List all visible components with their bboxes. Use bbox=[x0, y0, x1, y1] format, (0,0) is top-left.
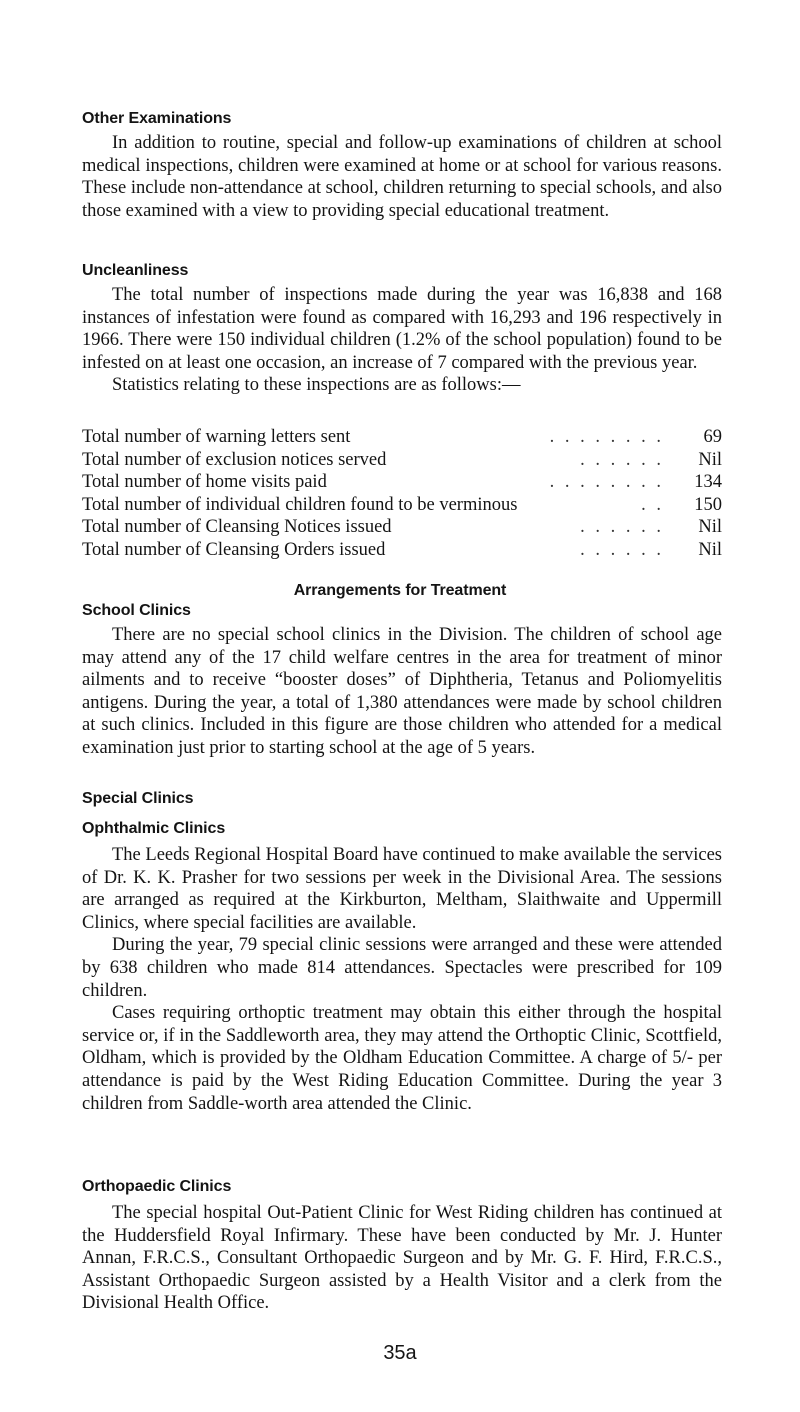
table-row bbox=[82, 539, 722, 562]
ophthalmic-paragraph-1: The Leeds Regional Hospital Board have continued to make available the services of Dr. K. K. Prasher for two sessions per week in the Divisional Area. The sessions are arranged as required at the Kirkburton, Meltham, Slaithwaite and Uppermill Clinics, where special facilities are available. bbox=[82, 845, 722, 933]
section-other-examinations bbox=[82, 108, 722, 222]
table-row bbox=[82, 426, 722, 449]
stat-value: 134 bbox=[694, 472, 722, 493]
table-row bbox=[82, 516, 722, 539]
stat-leader: . . . . . . bbox=[580, 449, 664, 470]
stat-label: Total number of home visits paid bbox=[82, 472, 327, 493]
section-orthopaedic bbox=[82, 1176, 722, 1315]
special-clinics-heading: Special Clinics bbox=[82, 790, 194, 807]
table-row bbox=[82, 494, 722, 517]
arrangements-heading: Arrangements for Treatment bbox=[293, 582, 507, 599]
ophthalmic-heading: Ophthalmic Clinics bbox=[82, 820, 226, 837]
stat-label: Total number of Cleansing Orders issued bbox=[82, 539, 386, 560]
stat-label: Total number of Cleansing Notices issued bbox=[82, 517, 392, 538]
other-examinations-heading: Other Examinations bbox=[82, 110, 232, 127]
table-row bbox=[82, 471, 722, 494]
orthopaedic-heading: Orthopaedic Clinics bbox=[82, 1178, 232, 1195]
section-uncleanliness bbox=[82, 260, 722, 397]
stat-value: 69 bbox=[703, 427, 722, 447]
stat-leader: . . . . . . bbox=[580, 539, 664, 560]
orthopaedic-paragraph: The special hospital Out-Patient Clinic for West Riding children has continued at the Huddersfield Royal Infirmary. These have been conducted by Mr. J. Hunter Annan, F.R.C.S., Consultant Orthopaedic Surgeon and by Mr. G. F. Hird, F.R.C.S., Assistant Orthopaedic Surgeon assisted by a Health Visitor and a clerk from the Divisional Health Office. bbox=[82, 1203, 722, 1314]
uncleanliness-heading: Uncleanliness bbox=[82, 262, 189, 279]
table-row bbox=[82, 449, 722, 472]
stats-table bbox=[82, 426, 722, 562]
stat-label: Total number of individual children found to be verminous bbox=[82, 494, 518, 515]
stat-leader: . . . . . . . . bbox=[549, 472, 664, 493]
stat-leader: . . bbox=[641, 494, 664, 515]
ophthalmic-paragraph-3: Cases requiring orthoptic treatment may obtain this either through the hospital service or, if in the Saddleworth area, they may attend the Orthoptic Clinic, Scottfield, Oldham, which is provided by the Oldham Education Committee. A charge of 5/- per attendance is paid by the West Riding Education Committee. During the year 3 children from Saddle-worth area attended the Clinic. bbox=[82, 1003, 722, 1114]
other-examinations-paragraph: In addition to routine, special and follow-up examinations of children at school medical inspections, children were examined at home or at school for various reasons. These include non-attendance at school, children returning to special schools, and also those examined with a view to providing special educational treatment. bbox=[82, 133, 722, 221]
uncleanliness-paragraph: The total number of inspections made during the year was 16,838 and 168 instances of infestation were found as compared with 16,293 and 196 respectively in 1966. There were 150 individual children (1.2% of the school population) found to be infested on at least one occasion, an increase of 7 compared with the previous year. bbox=[82, 285, 722, 373]
ophthalmic-paragraph-2: During the year, 79 special clinic sessions were arranged and these were attended by 638 children who made 814 attendances. Spectacles were prescribed for 109 children. bbox=[82, 935, 722, 1001]
stats-intro: Statistics relating to these inspections are as follows:— bbox=[112, 375, 521, 396]
school-clinics-heading: School Clinics bbox=[82, 602, 191, 619]
stat-label: Total number of exclusion notices served bbox=[82, 449, 387, 470]
section-special-clinics bbox=[82, 788, 722, 1115]
page-number: 35a bbox=[383, 1342, 417, 1364]
stat-leader: . . . . . . . . bbox=[549, 427, 664, 447]
stat-value: Nil bbox=[698, 539, 722, 560]
section-school-clinics bbox=[82, 600, 722, 760]
stat-value: 150 bbox=[694, 494, 722, 515]
stat-leader: . . . . . . bbox=[580, 517, 664, 538]
stat-label: Total number of warning letters sent bbox=[82, 427, 351, 447]
school-clinics-paragraph: There are no special school clinics in the Division. The children of school age may attend any of the 17 child welfare centres in the area for treatment of minor ailments and to receive “booster doses” of Diphtheria, Tetanus and Poliomyelitis antigens. During the year, a total of 1,380 attendances were made by school children at such clinics. Included in this figure are those children who attended for a medical examination just prior to starting school at the age of 5 years. bbox=[82, 625, 722, 758]
stat-value: Nil bbox=[698, 449, 722, 470]
stat-value: Nil bbox=[698, 517, 722, 538]
